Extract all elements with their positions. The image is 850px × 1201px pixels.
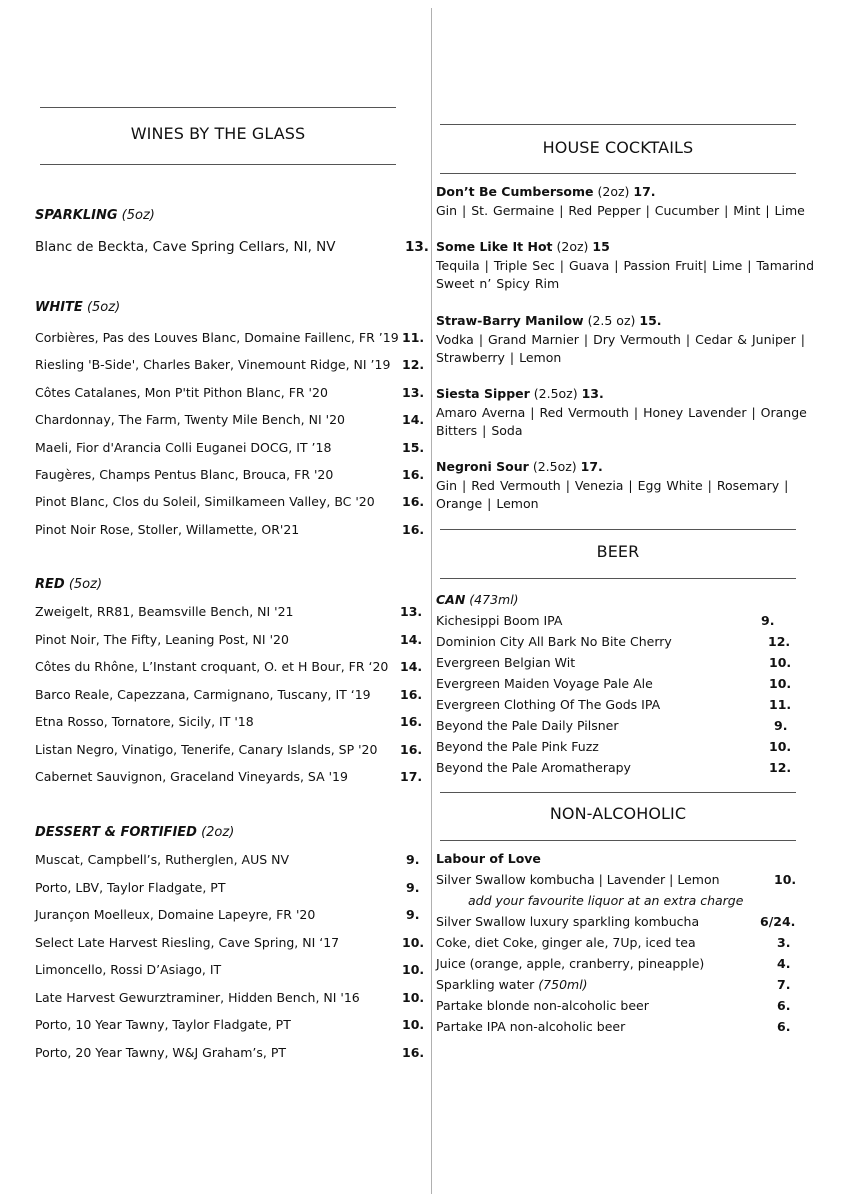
- cocktail-ingredients: Amaro Averna | Red Vermouth | Honey Lavender | Orange Bitters | Soda: [436, 405, 807, 438]
- category-red: RED (5oz): [35, 577, 103, 592]
- beer-price: 12.: [769, 760, 792, 775]
- category-labour-of-love: Labour of Love: [436, 851, 541, 866]
- wines-top-rule: [40, 107, 396, 108]
- nonalc-item: Partake blonde non-alcoholic beer: [436, 998, 649, 1013]
- beer-bottom-rule: [440, 578, 796, 579]
- wine-price: 16.: [402, 1045, 425, 1060]
- wine-item: Riesling 'B-Side', Charles Baker, Vinemount Ridge, NI ’19: [35, 357, 391, 372]
- wine-price: 13.: [402, 385, 425, 400]
- beer-price: 10.: [769, 655, 792, 670]
- wine-item: Corbières, Pas des Louves Blanc, Domaine Faillenc, FR ’19: [35, 330, 399, 345]
- nonalc-title: NON-ALCOHOLIC: [549, 804, 687, 823]
- wine-price: 9.: [406, 880, 420, 895]
- wine-item: Blanc de Beckta, Cave Spring Cellars, NI, NV: [35, 239, 336, 255]
- cocktail-title: Don’t Be Cumbersome (2oz) 17.: [436, 184, 656, 199]
- liquor-note: add your favourite liquor at an extra charge: [468, 893, 744, 908]
- beer-price: 9.: [761, 613, 775, 628]
- nonalc-item: Coke, diet Coke, ginger ale, 7Up, iced tea: [436, 935, 696, 950]
- wine-item: Porto, 10 Year Tawny, Taylor Fladgate, PT: [35, 1017, 291, 1032]
- wine-price: 9.: [406, 907, 420, 922]
- wine-item: Jurançon Moelleux, Domaine Lapeyre, FR '20: [35, 907, 316, 922]
- wine-price: 16.: [400, 687, 423, 702]
- beer-price: 10.: [769, 739, 792, 754]
- wine-price: 16.: [400, 742, 423, 757]
- nonalc-price: 3.: [777, 935, 791, 950]
- category-sparkling: SPARKLING (5oz): [35, 208, 155, 223]
- beer-price: 9.: [774, 718, 788, 733]
- wine-item: Barco Reale, Capezzana, Carmignano, Tuscany, IT ‘19: [35, 687, 371, 702]
- cocktail-title: Some Like It Hot (2oz) 15: [436, 239, 610, 254]
- beer-top-rule: [440, 529, 796, 530]
- beer-item: Beyond the Pale Aromatherapy: [436, 760, 631, 775]
- cocktails-title: HOUSE COCKTAILS: [542, 138, 694, 157]
- cocktail-ingredients: Vodka | Grand Marnier | Dry Vermouth | Cedar & Juniper | Strawberry | Lemon: [436, 332, 805, 365]
- category-dessert: DESSERT & FORTIFIED (2oz): [35, 825, 235, 840]
- beer-item: Beyond the Pale Pink Fuzz: [436, 739, 599, 754]
- wine-price: 13.: [405, 239, 429, 255]
- beer-item: Evergreen Clothing Of The Gods IPA: [436, 697, 661, 712]
- wine-price: 17.: [400, 769, 423, 784]
- cocktail-title: Straw-Barry Manilow (2.5 oz) 15.: [436, 313, 662, 328]
- wine-price: 16.: [400, 714, 423, 729]
- wine-item: Pinot Noir Rose, Stoller, Willamette, OR'21: [35, 522, 300, 537]
- wine-price: 9.: [406, 852, 420, 867]
- beer-item: Evergreen Belgian Wit: [436, 655, 576, 670]
- wine-item: Maeli, Fior d'Arancia Colli Euganei DOCG, IT ’18: [35, 440, 332, 455]
- wine-price: 14.: [402, 412, 425, 427]
- nonalc-bottom-rule: [440, 840, 796, 841]
- nonalc-price: 6.: [777, 1019, 791, 1034]
- beer-item: Kichesippi Boom IPA: [436, 613, 563, 628]
- wine-price: 13.: [400, 604, 423, 619]
- wine-price: 10.: [402, 1017, 425, 1032]
- wine-item: Listan Negro, Vinatigo, Tenerife, Canary Islands, SP '20: [35, 742, 378, 757]
- wine-item: Etna Rosso, Tornatore, Sicily, IT '18: [35, 714, 254, 729]
- wine-price: 16.: [402, 467, 425, 482]
- cocktail-ingredients: Gin | Red Vermouth | Venezia | Egg White | Rosemary | Orange | Lemon: [436, 478, 789, 511]
- wine-item: Select Late Harvest Riesling, Cave Spring, NI ‘17: [35, 935, 340, 950]
- wine-item: Porto, LBV, Taylor Fladgate, PT: [35, 880, 226, 895]
- wine-item: Chardonnay, The Farm, Twenty Mile Bench, NI '20: [35, 412, 345, 427]
- cocktail-ingredients: Tequila | Triple Sec | Guava | Passion Fruit| Lime | Tamarind Sweet n’ Spicy Rim: [436, 258, 815, 291]
- nonalc-item: Silver Swallow kombucha | Lavender | Lemon: [436, 872, 720, 887]
- wine-price: 14.: [400, 659, 423, 674]
- wine-item: Faugères, Champs Pentus Blanc, Brouca, FR '20: [35, 467, 334, 482]
- beer-item: Beyond the Pale Daily Pilsner: [436, 718, 619, 733]
- wine-price: 14.: [400, 632, 423, 647]
- nonalc-price: 4.: [777, 956, 791, 971]
- beer-price: 10.: [769, 676, 792, 691]
- wine-price: 10.: [402, 962, 425, 977]
- cocktail-title: Negroni Sour (2.5oz) 17.: [436, 459, 603, 474]
- beer-item: Evergreen Maiden Voyage Pale Ale: [436, 676, 653, 691]
- wine-price: 10.: [402, 990, 425, 1005]
- nonalc-price: 10.: [774, 872, 797, 887]
- beer-price: 12.: [768, 634, 791, 649]
- wine-item: Muscat, Campbell’s, Rutherglen, AUS NV: [35, 852, 290, 867]
- nonalc-top-rule: [440, 792, 796, 793]
- column-divider: [431, 8, 432, 1194]
- category-can: CAN (473ml): [436, 592, 519, 607]
- nonalc-price: 6.: [777, 998, 791, 1013]
- wine-price: 11.: [402, 330, 425, 345]
- wines-title: WINES BY THE GLASS: [130, 124, 306, 143]
- nonalc-item: Juice (orange, apple, cranberry, pineapple): [436, 956, 705, 971]
- wine-price: 16.: [402, 494, 425, 509]
- beer-item: Dominion City All Bark No Bite Cherry: [436, 634, 672, 649]
- cocktail-ingredients: Gin | St. Germaine | Red Pepper | Cucumber | Mint | Lime: [436, 203, 805, 218]
- nonalc-item: Silver Swallow luxury sparkling kombucha: [436, 914, 700, 929]
- wine-item: Pinot Blanc, Clos du Soleil, Similkameen Valley, BC '20: [35, 494, 375, 509]
- category-white: WHITE (5oz): [35, 300, 121, 315]
- nonalc-price: 6/24.: [760, 914, 796, 929]
- wine-item: Cabernet Sauvignon, Graceland Vineyards, SA '19: [35, 769, 348, 784]
- wine-item: Porto, 20 Year Tawny, W&J Graham’s, PT: [35, 1045, 287, 1060]
- wine-item: Côtes Catalanes, Mon P'tit Pithon Blanc, FR '20: [35, 385, 328, 400]
- wine-item: Zweigelt, RR81, Beamsville Bench, NI '21: [35, 604, 294, 619]
- cocktails-top-rule: [440, 124, 796, 125]
- wine-price: 15.: [402, 440, 425, 455]
- wine-item: Limoncello, Rossi D’Asiago, IT: [35, 962, 222, 977]
- wine-item: Côtes du Rhône, L’Instant croquant, O. et H Bour, FR ‘20: [35, 659, 389, 674]
- nonalc-item: Sparkling water (750ml): [436, 977, 588, 992]
- wine-item: Late Harvest Gewurztraminer, Hidden Bench, NI '16: [35, 990, 360, 1005]
- wine-item: Pinot Noir, The Fifty, Leaning Post, NI '20: [35, 632, 289, 647]
- cocktail-title: Siesta Sipper (2.5oz) 13.: [436, 386, 604, 401]
- beer-title: BEER: [596, 542, 640, 561]
- beer-price: 11.: [769, 697, 792, 712]
- wine-price: 16.: [402, 522, 425, 537]
- nonalc-price: 7.: [777, 977, 791, 992]
- wine-price: 10.: [402, 935, 425, 950]
- wines-bottom-rule: [40, 164, 396, 165]
- wine-price: 12.: [402, 357, 425, 372]
- cocktails-bottom-rule: [440, 173, 796, 174]
- nonalc-item: Partake IPA non-alcoholic beer: [436, 1019, 626, 1034]
